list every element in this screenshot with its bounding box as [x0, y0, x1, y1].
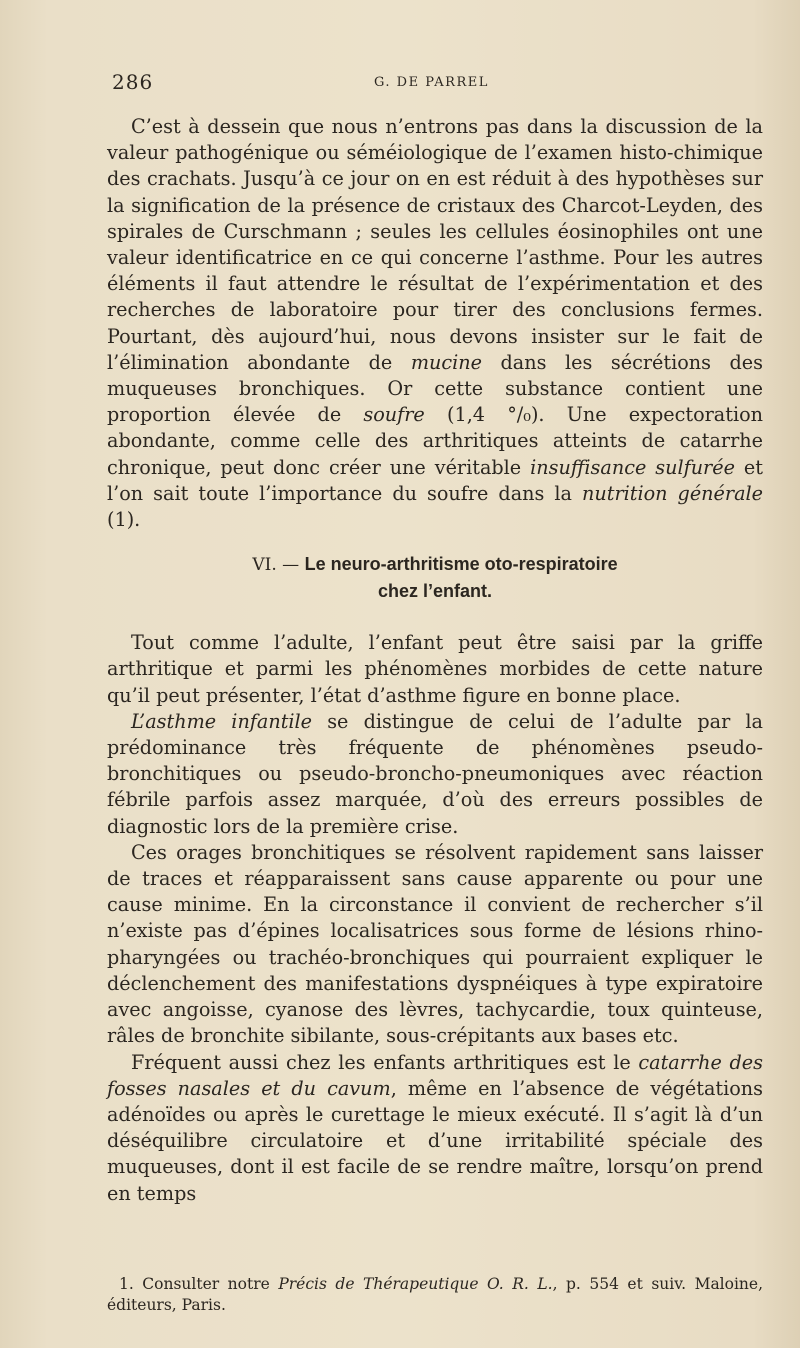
italic-term: catarrhe des fosses nasales et du cavum — [107, 1050, 763, 1100]
body-text — [107, 114, 763, 1207]
text-run: 1. Consulter notre — [119, 1275, 279, 1293]
section-number: VI. — — [252, 555, 305, 576]
paragraph-2: Tout comme l’adulte, l’enfant peut être saisi par la griffe arthritique et parmi les phénomènes morbides de cette nature qu’il peut présenter, l’état d’asthme figure en bonne place. — [107, 631, 763, 707]
text-run: Fréquent aussi chez les enfants arthritiques est le — [131, 1050, 639, 1074]
italic-title: Précis de Thérapeutique O. R. L. — [278, 1275, 553, 1293]
running-head: G. DE PARREL — [374, 75, 489, 90]
page-number: 286 — [112, 70, 154, 94]
paragraph-4: Ces orages bronchitiques se résolvent rapidement sans laisser de traces et réapparaissent sans cause apparente ou pour une cause minime. En la circonstance il convient de rechercher s’il n’existe pas d’épines localisatrices sous forme de lésions rhino-pharyngées ou trachéo-bronchiques qui pourraient expliquer le déclenchement des manifestations dyspnéiques à type expiratoire avec angoisse, cyanose des lèvres, tachycardie, toux quinteuse, râles de bronchite sibilante, sous-crépitants aux bases etc. — [107, 840, 763, 1048]
text-run: , même en l’absence de végétations adénoïdes ou après le curettage le mieux exécuté. Il s’agit là d’un déséquilibre circulatoire et d’une irritabilité spéciale des muqueuses, dont il est facile de se rendre maître, lorsqu’on prend en temps — [107, 1076, 764, 1205]
text-run: (1,4 °/₀). Une expectoration abondante, comme celle des arthritiques atteints de catarrhe chronique, peut donc créer une véritable — [107, 403, 763, 479]
text-run: C’est à dessein que nous n’entrons pas dans la discussion de la valeur pathogénique ou séméiologique de l’examen histo-chimique des crachats. Jusqu’à ce jour on en est réduit à des hypothèses sur la signification de la présence de cristaux des Charcot-Leyden, des spirales de Curschmann ; seules les cellules éosinophiles ont une valeur identificatrice en ce qui concerne l’asthme. Pour les autres éléments il faut attendre le résultat de l’expérimentation et des recherches de laboratoire pour tirer des conclusions fermes. Pourtant, dès aujourd’hui, nous devons insister sur le fait de l’élimination abondante de — [107, 115, 763, 374]
text-run: se distingue de celui de l’adulte par la prédominance très fréquente de phénomènes pseudo-bronchitiques ou pseudo-broncho-pneumoniques avec réaction fébrile parfois assez marquée, d’où des erreurs possibles de diagnostic lors de la première crise. — [107, 709, 763, 838]
italic-term: nutrition générale — [582, 481, 764, 505]
text-run: (1). — [107, 508, 141, 532]
text-run: , p. 554 et suiv. Maloine, éditeurs, Paris. — [107, 1275, 764, 1314]
paragraph-1 — [107, 114, 763, 533]
italic-term: mucine — [410, 350, 482, 374]
section-heading — [107, 551, 763, 604]
section-title-line-2: chez l’enfant. — [377, 581, 493, 602]
text-run: dans les sécrétions des muqueuses bronchiques. Or cette substance contient une proportion élevée de — [107, 350, 763, 427]
footnote — [107, 1274, 763, 1316]
italic-term: soufre — [363, 403, 425, 427]
italic-term: insuffisance sulfurée — [530, 455, 735, 479]
text-run: et l’on sait toute l’importance du soufre dans la — [107, 455, 763, 505]
paragraph-3 — [107, 709, 763, 840]
paragraph-5 — [107, 1050, 763, 1207]
section-title-line-1: Le neuro-arthritisme oto-respiratoire — [304, 554, 618, 575]
page-header — [112, 70, 766, 98]
italic-term: L’asthme infantile — [131, 709, 313, 733]
footnote-text — [107, 1274, 763, 1316]
